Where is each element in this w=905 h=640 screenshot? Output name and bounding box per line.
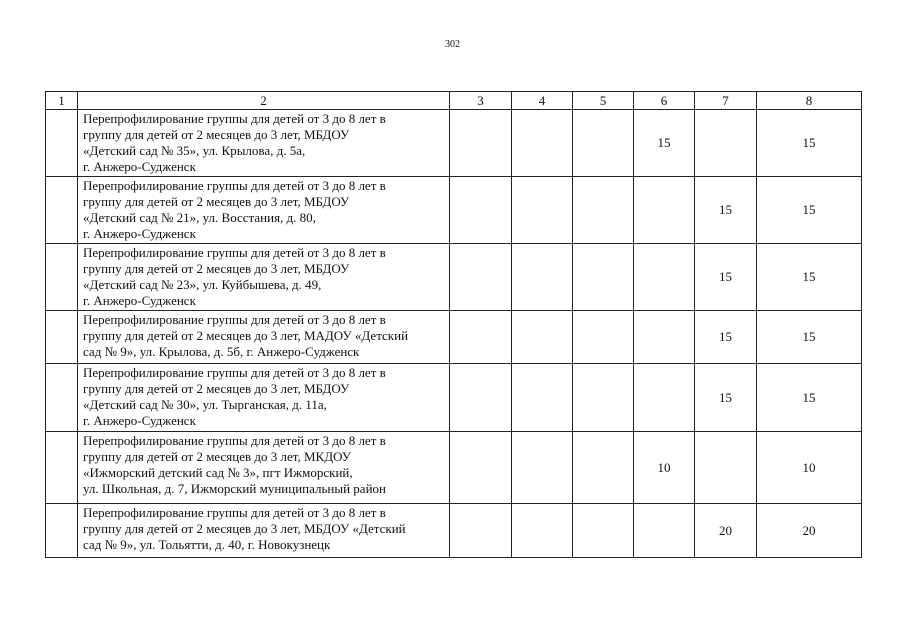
cell-description xyxy=(78,504,450,558)
cell-col8: 15 xyxy=(757,311,862,364)
cell-col3 xyxy=(450,177,512,244)
cell-col4 xyxy=(512,504,573,558)
cell-col6 xyxy=(634,364,695,432)
cell-col5 xyxy=(573,311,634,364)
cell-col4 xyxy=(512,244,573,311)
cell-col8: 15 xyxy=(757,244,862,311)
description-line: «Детский сад № 23», ул. Куйбышева, д. 49, xyxy=(83,277,322,292)
table-row xyxy=(46,244,862,311)
cell-col5 xyxy=(573,244,634,311)
cell-col7: 15 xyxy=(695,177,757,244)
cell-col3 xyxy=(450,110,512,177)
cell-col4 xyxy=(512,364,573,432)
column-header-3: 3 xyxy=(450,92,512,110)
cell-col7: 15 xyxy=(695,364,757,432)
cell-col7: 15 xyxy=(695,311,757,364)
description-line: группу для детей от 2 месяцев до 3 лет, МАДОУ «Детский xyxy=(83,328,409,343)
column-header-1: 1 xyxy=(46,92,78,110)
description-line: Перепрофилирование группы для детей от 3 до 8 лет в xyxy=(83,178,386,193)
description-line: сад № 9», ул. Тольятти, д. 40, г. Новокузнецк xyxy=(83,537,331,552)
cell-col3 xyxy=(450,244,512,311)
cell-col7 xyxy=(695,432,757,504)
cell-col3 xyxy=(450,504,512,558)
cell-col6 xyxy=(634,311,695,364)
table-row xyxy=(46,177,862,244)
cell-description xyxy=(78,432,450,504)
table-row xyxy=(46,432,862,504)
description-line: г. Анжеро-Судженск xyxy=(83,293,196,308)
column-header-7: 7 xyxy=(695,92,757,110)
description-line: Перепрофилирование группы для детей от 3 до 8 лет в xyxy=(83,312,386,327)
data-table xyxy=(45,91,862,558)
cell-col1 xyxy=(46,244,78,311)
description-line: группу для детей от 2 месяцев до 3 лет, МБДОУ «Детский xyxy=(83,521,406,536)
cell-col8: 15 xyxy=(757,177,862,244)
cell-col6: 15 xyxy=(634,110,695,177)
cell-col5 xyxy=(573,177,634,244)
cell-col6 xyxy=(634,177,695,244)
cell-col4 xyxy=(512,177,573,244)
cell-col1 xyxy=(46,364,78,432)
cell-col3 xyxy=(450,364,512,432)
description-line: Перепрофилирование группы для детей от 3 до 8 лет в xyxy=(83,433,386,448)
cell-col7 xyxy=(695,110,757,177)
table-row xyxy=(46,364,862,432)
cell-col7: 20 xyxy=(695,504,757,558)
column-header-4: 4 xyxy=(512,92,573,110)
cell-col6 xyxy=(634,244,695,311)
column-header-5: 5 xyxy=(573,92,634,110)
column-header-8: 8 xyxy=(757,92,862,110)
cell-col1 xyxy=(46,504,78,558)
header-row xyxy=(46,92,862,110)
description-line: г. Анжеро-Судженск xyxy=(83,413,196,428)
description-line: Перепрофилирование группы для детей от 3 до 8 лет в xyxy=(83,365,386,380)
cell-description xyxy=(78,177,450,244)
description-line: Перепрофилирование группы для детей от 3 до 8 лет в xyxy=(83,111,386,126)
description-line: г. Анжеро-Судженск xyxy=(83,226,196,241)
description-line: группу для детей от 2 месяцев до 3 лет, МБДОУ xyxy=(83,381,350,396)
cell-col1 xyxy=(46,177,78,244)
column-header-6: 6 xyxy=(634,92,695,110)
cell-col1 xyxy=(46,311,78,364)
cell-col5 xyxy=(573,364,634,432)
table-row xyxy=(46,504,862,558)
description-line: «Детский сад № 21», ул. Восстания, д. 80, xyxy=(83,210,316,225)
table-row xyxy=(46,311,862,364)
cell-col5 xyxy=(573,504,634,558)
description-line: Перепрофилирование группы для детей от 3 до 8 лет в xyxy=(83,245,386,260)
cell-col4 xyxy=(512,311,573,364)
cell-col8: 15 xyxy=(757,110,862,177)
cell-col5 xyxy=(573,110,634,177)
cell-description xyxy=(78,364,450,432)
description-line: группу для детей от 2 месяцев до 3 лет, МКДОУ xyxy=(83,449,351,464)
column-header-2: 2 xyxy=(78,92,450,110)
cell-col6: 10 xyxy=(634,432,695,504)
description-line: Перепрофилирование группы для детей от 3 до 8 лет в xyxy=(83,505,386,520)
cell-col4 xyxy=(512,432,573,504)
table-row xyxy=(46,110,862,177)
cell-col8: 20 xyxy=(757,504,862,558)
description-line: «Детский сад № 35», ул. Крылова, д. 5а, xyxy=(83,143,306,158)
cell-col1 xyxy=(46,432,78,504)
cell-col4 xyxy=(512,110,573,177)
cell-col8: 15 xyxy=(757,364,862,432)
cell-col1 xyxy=(46,110,78,177)
cell-description xyxy=(78,110,450,177)
cell-col3 xyxy=(450,311,512,364)
cell-description xyxy=(78,311,450,364)
description-line: сад № 9», ул. Крылова, д. 5б, г. Анжеро-Судженск xyxy=(83,344,360,359)
cell-col6 xyxy=(634,504,695,558)
description-line: г. Анжеро-Судженск xyxy=(83,159,196,174)
page-number: 302 xyxy=(445,39,460,50)
description-line: группу для детей от 2 месяцев до 3 лет, МБДОУ xyxy=(83,194,350,209)
cell-col5 xyxy=(573,432,634,504)
description-line: «Детский сад № 30», ул. Тырганская, д. 11а, xyxy=(83,397,327,412)
description-line: группу для детей от 2 месяцев до 3 лет, МБДОУ xyxy=(83,261,350,276)
cell-col3 xyxy=(450,432,512,504)
description-line: ул. Школьная, д. 7, Ижморский муниципальный район xyxy=(83,481,386,496)
cell-description xyxy=(78,244,450,311)
description-line: «Ижморский детский сад № 3», пгт Ижморский, xyxy=(83,465,353,480)
cell-col8: 10 xyxy=(757,432,862,504)
cell-col7: 15 xyxy=(695,244,757,311)
description-line: группу для детей от 2 месяцев до 3 лет, МБДОУ xyxy=(83,127,350,142)
